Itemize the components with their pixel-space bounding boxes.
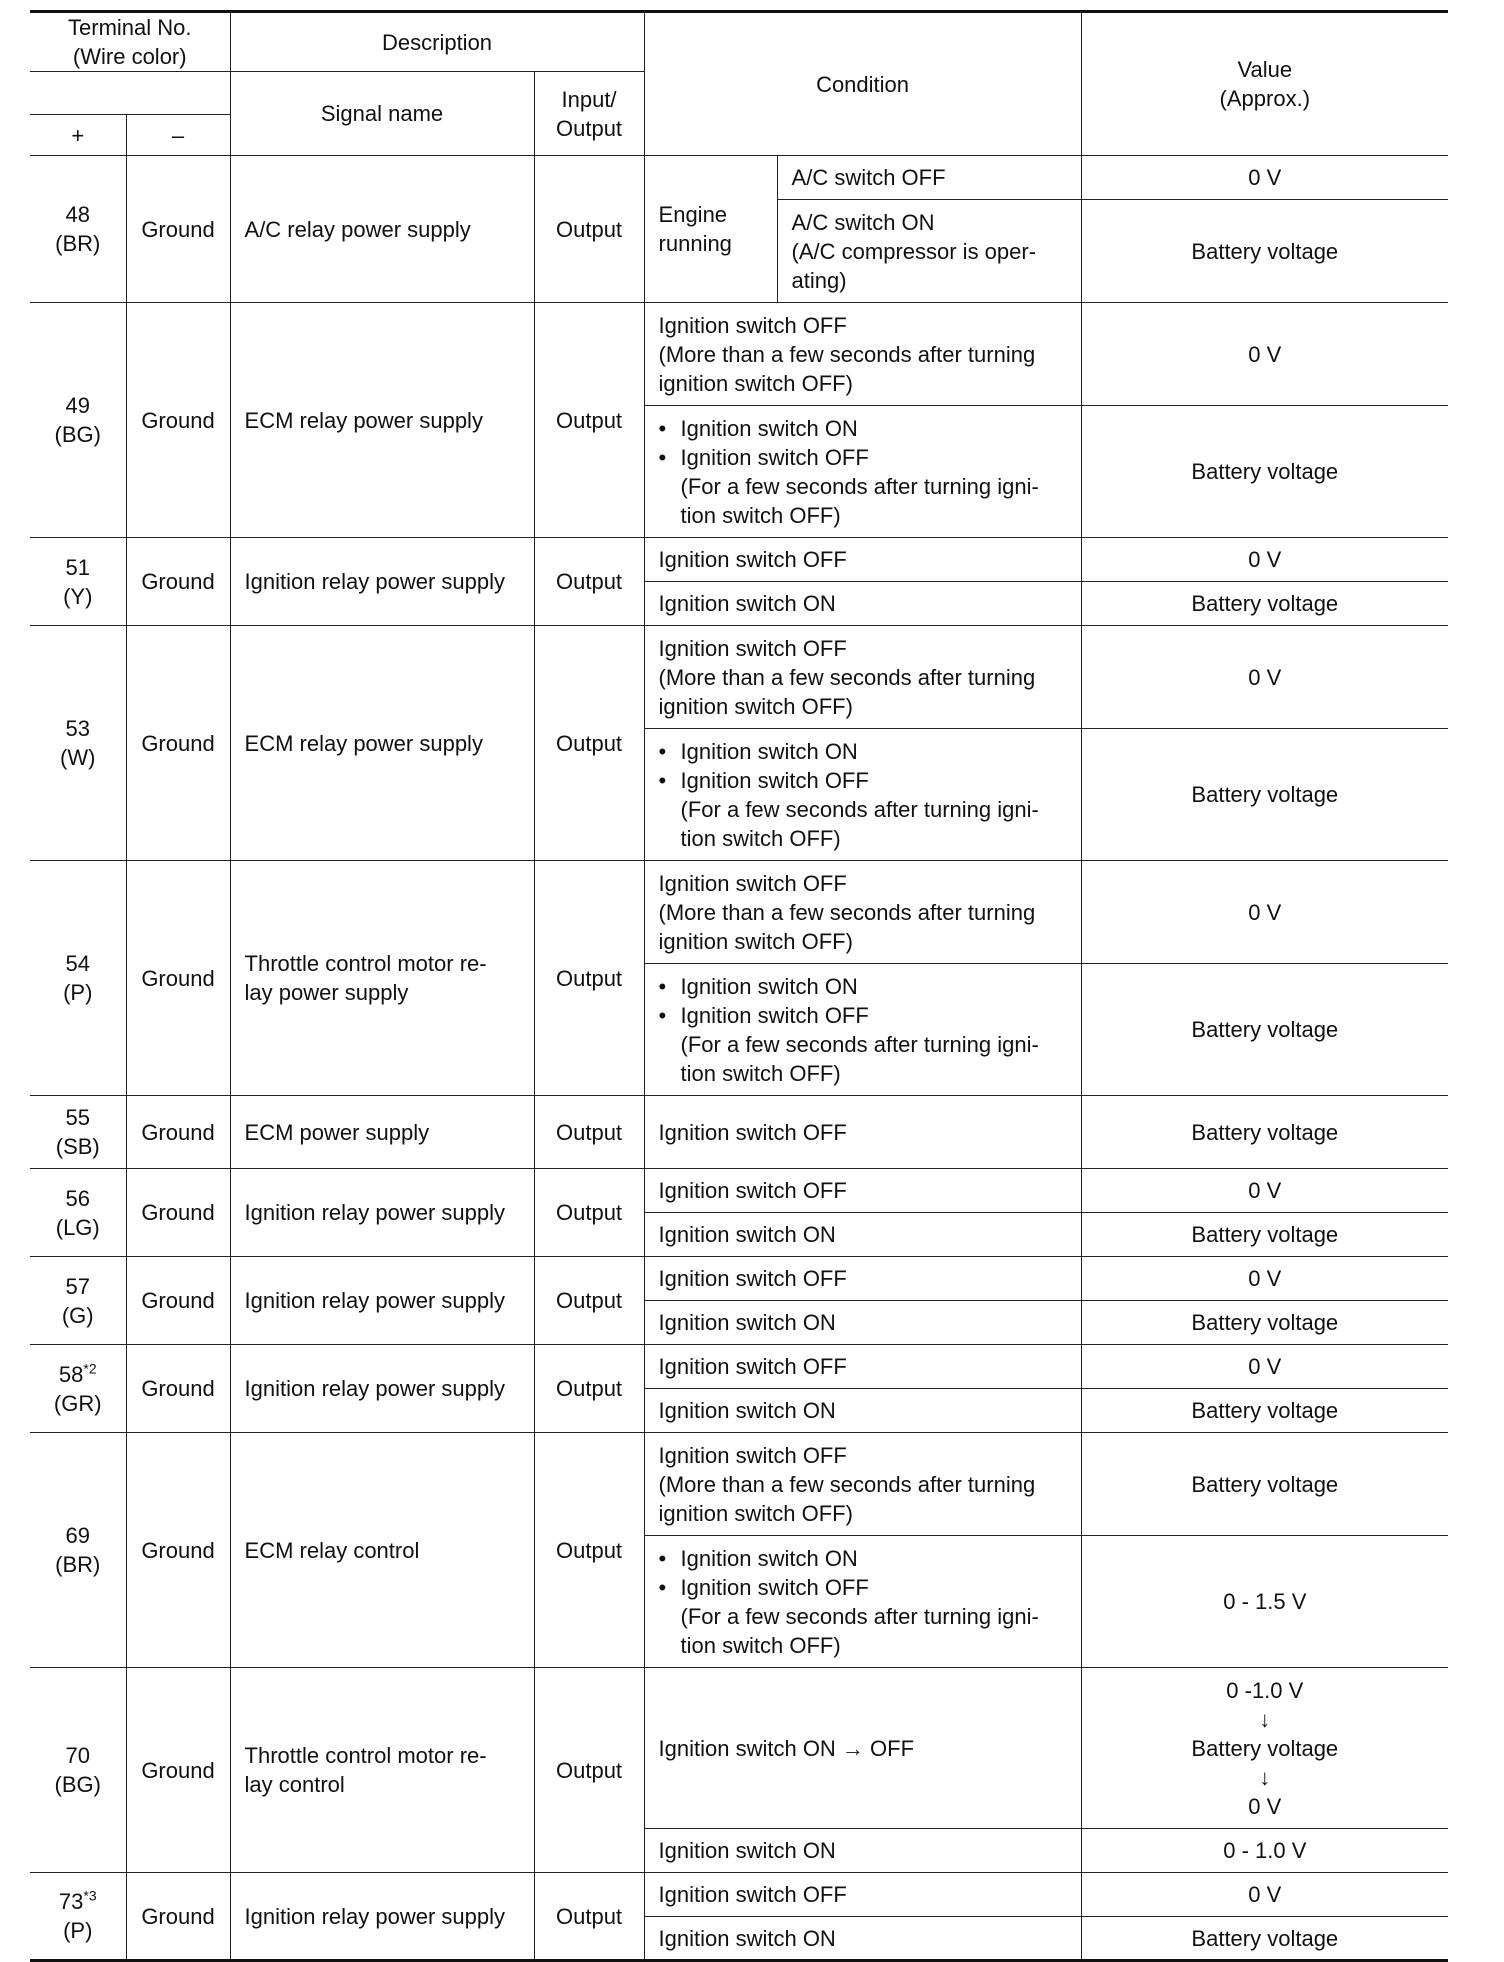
value-cell: Battery voltage <box>1081 1917 1448 1961</box>
ground-cell: Ground <box>126 1345 230 1433</box>
ground-cell: Ground <box>126 538 230 626</box>
condition-cell: • Ignition switch ON • Ignition switch OFF (For a few seconds after turning igni- tion switch OFF) <box>644 1536 1081 1668</box>
ground-cell: Ground <box>126 626 230 861</box>
signal-name: ECM relay power supply <box>230 303 534 538</box>
condition-cell: Ignition switch ON <box>644 1917 1081 1961</box>
io-cell: Output <box>534 861 644 1096</box>
down-arrow-icon: ↓ <box>1259 1764 1271 1790</box>
ground-cell: Ground <box>126 861 230 1096</box>
table-row <box>30 1345 1448 1389</box>
value-cell: Battery voltage <box>1081 1389 1448 1433</box>
footnote-ref: *3 <box>83 1887 97 1904</box>
condition-cell: Ignition switch OFF (More than a few seconds after turning ignition switch OFF) <box>644 861 1081 964</box>
signal-name: Throttle control motor re- lay control <box>230 1668 534 1873</box>
value-cell: Battery voltage <box>1081 1213 1448 1257</box>
table-row <box>30 861 1448 964</box>
value-cell: Battery voltage <box>1081 406 1448 538</box>
ground-cell: Ground <box>126 1433 230 1668</box>
table-row <box>30 626 1448 729</box>
condition-cell: Ignition switch OFF <box>644 1257 1081 1301</box>
plus-header: + <box>30 115 126 156</box>
signal-name: A/C relay power supply <box>230 156 534 303</box>
terminal-spec-table <box>30 10 1448 1962</box>
value-cell: 0 V <box>1081 626 1448 729</box>
condition-cell: Ignition switch OFF <box>644 1096 1081 1169</box>
down-arrow-icon: ↓ <box>1259 1706 1271 1732</box>
terminal-number: 58$^{*2}$ (GR) <box>30 1345 126 1433</box>
condition-cell: Ignition switch ON <box>644 1213 1081 1257</box>
terminal-no-header: Terminal No. (Wire color) <box>30 12 230 72</box>
ground-cell: Ground <box>126 1169 230 1257</box>
condition-cell: Ignition switch ON <box>644 1829 1081 1873</box>
value-cell: Battery voltage <box>1081 1096 1448 1169</box>
value-cell: 0 V <box>1081 1345 1448 1389</box>
condition-cell: Ignition switch ON <box>644 1389 1081 1433</box>
table-row <box>30 1668 1448 1829</box>
condition-cell: Ignition switch OFF <box>644 1873 1081 1917</box>
table-row <box>30 538 1448 582</box>
terminal-number: 73$^{*3}$ (P) <box>30 1873 126 1961</box>
condition-header: Condition <box>644 12 1081 156</box>
value-cell: Battery voltage <box>1081 964 1448 1096</box>
ground-cell: Ground <box>126 303 230 538</box>
signal-name: Ignition relay power supply <box>230 538 534 626</box>
terminal-number: 49 (BG) <box>30 303 126 538</box>
io-cell: Output <box>534 1096 644 1169</box>
signal-name: Ignition relay power supply <box>230 1169 534 1257</box>
terminal-number: 51 (Y) <box>30 538 126 626</box>
io-cell: Output <box>534 1169 644 1257</box>
value-cell: 0 V <box>1081 538 1448 582</box>
condition-cell: Ignition switch ON <box>644 1301 1081 1345</box>
table-row <box>30 1169 1448 1213</box>
condition-cell: Ignition switch OFF (More than a few seconds after turning ignition switch OFF) <box>644 626 1081 729</box>
terminal-number: 55 (SB) <box>30 1096 126 1169</box>
condition-cell: Ignition switch OFF <box>644 538 1081 582</box>
io-cell: Output <box>534 538 644 626</box>
value-cell: 0 V <box>1081 303 1448 406</box>
table-row <box>30 1257 1448 1301</box>
value-cell: 0 V <box>1081 1257 1448 1301</box>
ground-cell: Ground <box>126 1873 230 1961</box>
value-cell: Battery voltage <box>1081 1433 1448 1536</box>
terminal-number: 56 (LG) <box>30 1169 126 1257</box>
signal-name-header: Signal name <box>230 72 534 156</box>
terminal-number: 53 (W) <box>30 626 126 861</box>
io-cell: Output <box>534 156 644 303</box>
description-header: Description <box>230 12 644 72</box>
signal-name: ECM power supply <box>230 1096 534 1169</box>
condition-cell: Ignition switch ON → OFF <box>644 1668 1081 1829</box>
condition-engine: Engine running <box>644 156 777 303</box>
signal-name: Ignition relay power supply <box>230 1257 534 1345</box>
ground-cell: Ground <box>126 1096 230 1169</box>
ground-cell: Ground <box>126 156 230 303</box>
terminal-number: 54 (P) <box>30 861 126 1096</box>
minus-header: – <box>126 115 230 156</box>
value-cell: 0 - 1.0 V <box>1081 1829 1448 1873</box>
signal-name: ECM relay control <box>230 1433 534 1668</box>
io-cell: Output <box>534 303 644 538</box>
condition-cell: • Ignition switch ON • Ignition switch OFF (For a few seconds after turning igni- tion switch OFF) <box>644 729 1081 861</box>
io-cell: Output <box>534 1873 644 1961</box>
table-row <box>30 1433 1448 1536</box>
value-cell: 0 - 1.5 V <box>1081 1536 1448 1668</box>
signal-name: Ignition relay power supply <box>230 1345 534 1433</box>
table-row <box>30 1096 1448 1169</box>
terminal-number: 48 (BR) <box>30 156 126 303</box>
value-cell: 0 V <box>1081 1873 1448 1917</box>
ground-cell: Ground <box>126 1257 230 1345</box>
condition-cell: Ignition switch ON <box>644 582 1081 626</box>
value-cell: Battery voltage <box>1081 1301 1448 1345</box>
io-cell: Output <box>534 1433 644 1668</box>
value-header: Value (Approx.) <box>1081 12 1448 156</box>
terminal-number: 57 (G) <box>30 1257 126 1345</box>
condition-cell: Ignition switch OFF (More than a few seconds after turning ignition switch OFF) <box>644 303 1081 406</box>
condition-cell: A/C switch ON (A/C compressor is oper- ating) <box>777 200 1081 303</box>
signal-name: Throttle control motor re- lay power supply <box>230 861 534 1096</box>
value-cell: Battery voltage <box>1081 200 1448 303</box>
io-cell: Output <box>534 626 644 861</box>
value-cell: Battery voltage <box>1081 582 1448 626</box>
io-cell: Output <box>534 1257 644 1345</box>
value-cell: 0 V <box>1081 156 1448 200</box>
input-output-header: Input/ Output <box>534 72 644 156</box>
condition-cell: • Ignition switch ON • Ignition switch OFF (For a few seconds after turning igni- tion switch OFF) <box>644 964 1081 1096</box>
condition-cell: • Ignition switch ON • Ignition switch OFF (For a few seconds after turning igni- tion switch OFF) <box>644 406 1081 538</box>
signal-name: Ignition relay power supply <box>230 1873 534 1961</box>
footnote-ref: *2 <box>83 1360 97 1377</box>
condition-cell: Ignition switch OFF (More than a few seconds after turning ignition switch OFF) <box>644 1433 1081 1536</box>
condition-cell: A/C switch OFF <box>777 156 1081 200</box>
terminal-number: 70 (BG) <box>30 1668 126 1873</box>
value-cell: 0 V <box>1081 1169 1448 1213</box>
value-cell: 0 V <box>1081 861 1448 964</box>
table-row <box>30 303 1448 406</box>
value-cell: Battery voltage <box>1081 729 1448 861</box>
io-cell: Output <box>534 1668 644 1873</box>
value-cell: 0 -1.0 V ↓ Battery voltage ↓ 0 V <box>1081 1668 1448 1829</box>
io-cell: Output <box>534 1345 644 1433</box>
condition-cell: Ignition switch OFF <box>644 1345 1081 1389</box>
table-row <box>30 156 1448 200</box>
signal-name: ECM relay power supply <box>230 626 534 861</box>
ground-cell: Ground <box>126 1668 230 1873</box>
table-row <box>30 1873 1448 1917</box>
header-row-1 <box>30 12 1448 72</box>
terminal-number: 69 (BR) <box>30 1433 126 1668</box>
condition-cell: Ignition switch OFF <box>644 1169 1081 1213</box>
